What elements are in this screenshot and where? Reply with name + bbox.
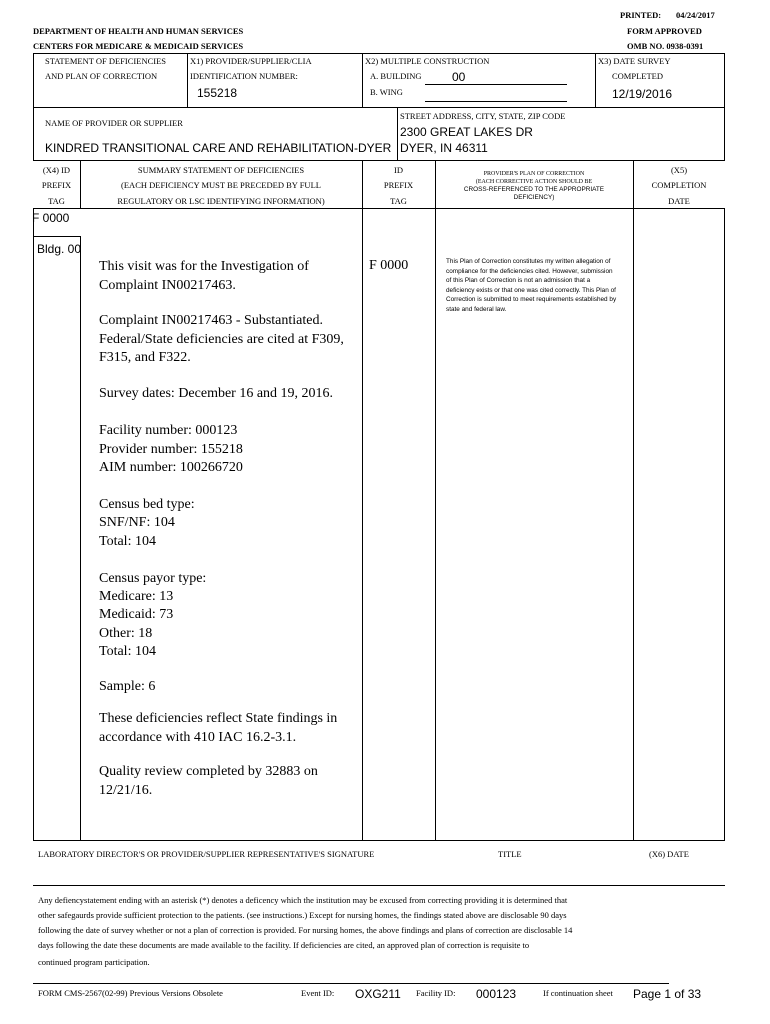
form-number: FORM CMS-2567(02-99) Previous Versions Obsolete	[38, 988, 223, 998]
statement-label-1: STATEMENT OF DEFICIENCIES	[45, 56, 167, 66]
provider-number: Provider number: 155218	[99, 442, 243, 457]
x5-completion-label: COMPLETION	[651, 180, 707, 190]
footnote-line-5: continued program participation.	[38, 957, 150, 967]
footnote-line-4: days following the date these documents are made available to the facility. If deficiencies are cited, an approved plan of correction is requisite to	[38, 940, 530, 950]
printed-label: PRINTED:	[620, 10, 662, 20]
census-bed-type: Census bed type:	[99, 497, 195, 512]
quality-review-para: Quality review completed by 32883 on 12/21/16.	[99, 764, 318, 798]
state-findings-para: These deficiencies reflect State findings in accordance with 410 IAC 16.2-3.1.	[99, 711, 338, 745]
x4-prefix-label: PREFIX	[41, 180, 72, 190]
summary-label-3: REGULATORY OR LSC IDENTIFYING INFORMATION)	[117, 196, 325, 206]
summary-para-complaint: Complaint IN00217463 - Substantiated. Federal/State deficiencies are cited at F309, F315, and F322.	[99, 313, 344, 365]
x1-label: X1) PROVIDER/SUPPLIER/CLIA	[190, 56, 312, 66]
x5-label: (X5)	[670, 165, 688, 175]
x4-tag-label: TAG	[48, 196, 65, 206]
footer-rule	[33, 983, 669, 984]
id-prefix-label: PREFIX	[383, 180, 414, 190]
sample-count: Sample: 6	[99, 679, 156, 694]
census-payor-type: Census payor type:	[99, 571, 207, 586]
printed-date: 04/24/2017	[676, 10, 715, 20]
signature-date-label: (X6) DATE	[649, 849, 689, 859]
plan-label-2: (EACH CORRECTIVE ACTION SHOULD BE	[475, 179, 593, 185]
address-line-2: DYER, IN 46311	[400, 141, 488, 155]
wing-label: B. WING	[370, 87, 403, 97]
x1-sublabel: IDENTIFICATION NUMBER:	[190, 71, 298, 81]
plan-label-4: DEFICIENCY)	[513, 194, 555, 201]
summary-para-visit: This visit was for the Investigation of Complaint IN00217463.	[99, 259, 309, 293]
x5-date-label: DATE	[668, 196, 690, 206]
other-count: Other: 18	[99, 626, 153, 641]
building-tag: Bldg. 00	[37, 242, 82, 256]
id-label: ID	[394, 165, 403, 175]
building-label: A. BUILDING	[370, 71, 422, 81]
building-underline	[425, 84, 567, 85]
facility-id-value: 000123	[476, 987, 517, 1001]
summary-label-2: (EACH DEFICIENCY MUST BE PRECEDED BY FULL	[121, 180, 321, 190]
facility-id-label: Facility ID:	[416, 988, 456, 998]
summary-label-1: SUMMARY STATEMENT OF DEFICIENCIES	[137, 165, 305, 175]
facility-number: Facility number: 000123	[99, 423, 238, 438]
title-label: TITLE	[498, 849, 522, 859]
payor-total: Total: 104	[99, 644, 156, 659]
summary-survey-dates: Survey dates: December 16 and 19, 2016.	[99, 386, 334, 401]
plan-of-correction-text: This Plan of Correction constitutes my written allegation of compliance for the deficiencies cited. However, submission of this Plan of Correction is not an admission that a deficiency exists or that one was cited correctly. This Plan of Correction is submitted to meet requirements established by state and federal law.	[446, 258, 617, 313]
wing-underline	[425, 101, 567, 102]
plan-label-3: CROSS-REFERENCED TO THE APPROPRIATE	[463, 186, 605, 193]
signature-label: LABORATORY DIRECTOR'S OR PROVIDER/SUPPLIER REPRESENTATIVE'S SIGNATURE	[38, 849, 375, 859]
address-label: STREET ADDRESS, CITY, STATE, ZIP CODE	[400, 111, 566, 121]
x3-label: X3) DATE SURVEY	[598, 56, 671, 66]
address-line-1: 2300 GREAT LAKES DR	[400, 125, 533, 139]
right-tag: F 0000	[369, 258, 409, 273]
snf-nf-count: SNF/NF: 104	[99, 515, 175, 530]
provider-id-value: 155218	[197, 86, 238, 100]
survey-date-value: 12/19/2016	[612, 87, 673, 101]
centers-title: CENTERS FOR MEDICARE & MEDICAID SERVICES	[33, 41, 244, 51]
bed-total: Total: 104	[99, 534, 156, 549]
aim-number: AIM number: 100266720	[99, 460, 243, 475]
event-id-value: OXG211	[355, 987, 401, 1001]
x3-sublabel: COMPLETED	[612, 71, 663, 81]
form-approved: FORM APPROVED	[627, 26, 702, 36]
omb-number: OMB NO. 0938-0391	[627, 41, 704, 51]
provider-name-label: NAME OF PROVIDER OR SUPPLIER	[45, 118, 183, 128]
signature-rule	[33, 885, 725, 886]
provider-name-value: KINDRED TRANSITIONAL CARE AND REHABILITATION-DYER	[45, 141, 392, 155]
footnote-line-1: Any defiencystatement ending with an asterisk (*) denotes a deficency which the institution may be excused from correcting providing it is determined that	[38, 895, 568, 905]
page-number: Page 1 of 33	[633, 987, 702, 1001]
footnote-line-3: following the date of survey whether or not a plan of correction is provided. For nursing homes, the above findings and plans of correction are disclosable 14	[38, 925, 573, 935]
left-tag: F 0000	[32, 211, 70, 225]
x4-id-label: (X4) ID	[42, 165, 71, 175]
footnote-line-2: other safegaurds provide sufficient protection to the patients. (see instructions.) Except for nursing homes, the findings stated above are disclosable 90 days	[38, 910, 567, 920]
medicare-count: Medicare: 13	[99, 589, 174, 604]
id-tag-label: TAG	[390, 196, 407, 206]
building-value: 00	[452, 70, 466, 84]
x2-label: X2) MULTIPLE CONSTRUCTION	[365, 56, 490, 66]
continuation-label: If continuation sheet	[543, 988, 613, 998]
event-id-label: Event ID:	[301, 988, 335, 998]
medicaid-count: Medicaid: 73	[99, 607, 174, 622]
plan-label-1: PROVIDER'S PLAN OF CORRECTION	[483, 171, 585, 177]
statement-label-2: AND PLAN OF CORRECTION	[45, 71, 158, 81]
department-title: DEPARTMENT OF HEALTH AND HUMAN SERVICES	[33, 26, 244, 36]
